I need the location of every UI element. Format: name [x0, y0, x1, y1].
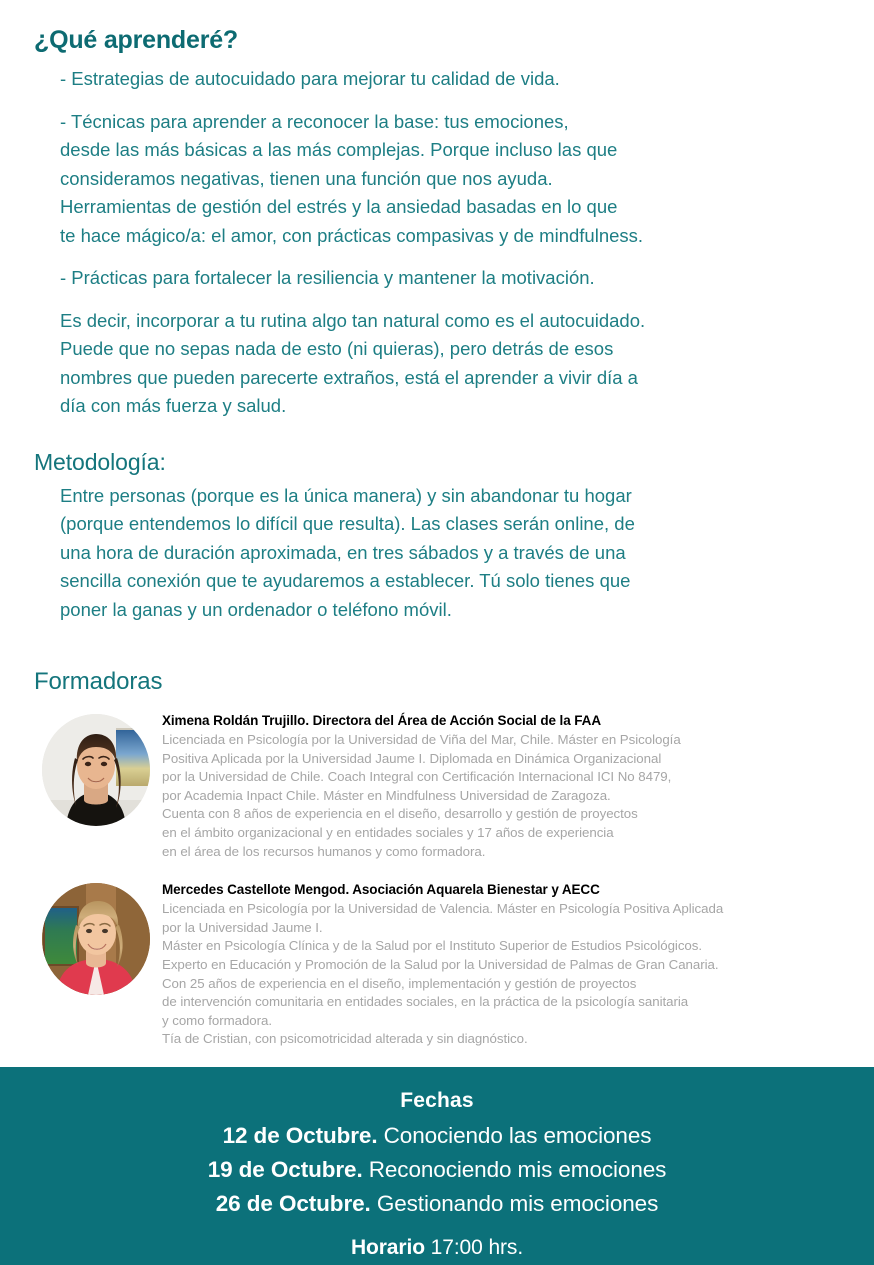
- spacer-before-formadoras: [34, 638, 844, 668]
- learn-bullet-3: - Prácticas para fortalecer la resiliencia y mantener la motivación.: [60, 267, 595, 288]
- footer-schedule-value: 17:00 hrs.: [424, 1235, 524, 1259]
- footer-date-label: 19 de Octubre.: [207, 1156, 363, 1182]
- trainer-card: [34, 710, 844, 861]
- learn-bullet-1: - Estrategias de autocuidado para mejorar tu calidad de vida.: [60, 68, 560, 89]
- bio-line: de intervención comunitaria en entidades sociales, en la práctica de la psicología sanitaria: [162, 994, 689, 1010]
- section-title-formadoras: Formadoras: [34, 668, 163, 695]
- metodologia-line-5: poner la ganas y un ordenador o teléfono móvil.: [60, 598, 452, 620]
- trainer-name: Mercedes Castellote Mengod. Asociación Aquarela Bienestar y AECC: [162, 882, 600, 898]
- avatar-container: [34, 879, 158, 995]
- bio-line: Licenciada en Psicología por la Universidad de Viña del Mar, Chile. Máster en Psicología: [162, 732, 681, 747]
- bio-line: Licenciada en Psicología por la Universidad de Valencia. Máster en Psicología Positiva Aplicada: [162, 901, 724, 917]
- bio-line: en el área de los recursos humanos y como formadora.: [162, 843, 486, 859]
- metodologia-paragraph: [34, 482, 844, 625]
- learn-closing-line-4: día con más fuerza y salud.: [60, 395, 287, 416]
- footer-date-row: [0, 1119, 874, 1153]
- footer-schedule-label: Horario: [350, 1235, 425, 1259]
- learn-bullet-2-line-2: desde las más básicas a las más complejas. Porque incluso las que: [60, 139, 618, 160]
- bio-line: por Academia Inpact Chile. Máster en Mindfulness Universidad de Zaragoza.: [162, 787, 611, 803]
- footer-dates-band: [0, 1067, 874, 1265]
- bio-line: Cuenta con 8 años de experiencia en el diseño, desarrollo y gestión de proyectos: [162, 806, 638, 822]
- mercedes-avatar: [42, 883, 150, 995]
- learn-closing-line-3: nombres que pueden parecerte extraños, está el aprender a vivir día a: [60, 366, 638, 388]
- footer-date-topic: Gestionando mis emociones: [370, 1190, 659, 1216]
- learn-bullet-2-line-3: consideramos negativas, tienen una función que nos ayuda.: [60, 167, 553, 189]
- footer-date-topic: Reconociendo mis emociones: [362, 1156, 667, 1182]
- trainer-text: [158, 710, 844, 861]
- bio-line: por la Universidad de Chile. Coach Integral con Certificación Internacional ICI No 8479,: [162, 769, 672, 785]
- footer-date-row: [0, 1153, 874, 1187]
- footer-date-row: [0, 1187, 874, 1221]
- bio-line: Con 25 años de experiencia en el diseño, implementación y gestión de proyectos: [162, 975, 637, 991]
- bio-line: por la Universidad Jaume I.: [162, 919, 323, 935]
- bio-line: Experto en Educación y Promoción de la Salud por la Universidad de Palmas de Gran Canaria.: [162, 956, 719, 972]
- trainer-text: [158, 879, 844, 1049]
- learn-bullet-2: [34, 108, 844, 251]
- learn-bullet-2-line-4: Herramientas de gestión del estrés y la ansiedad basadas en lo que: [60, 196, 618, 217]
- bio-line: Máster en Psicología Clínica y de la Salud por el Instituto Superior de Estudios Psicológicos.: [162, 938, 703, 954]
- metodologia-line-2: (porque entendemos lo difícil que resulta). Las clases serán online, de: [60, 513, 635, 534]
- learn-closing-line-1: Es decir, incorporar a tu rutina algo tan natural como es el autocuidado.: [60, 309, 646, 331]
- footer-date-label: 26 de Octubre.: [215, 1190, 371, 1216]
- section-title-metodologia: Metodología:: [34, 448, 166, 475]
- learn-bullet-2-line-1: - Técnicas para aprender a reconocer la base: tus emociones,: [60, 110, 569, 132]
- avatar-container: [34, 710, 158, 826]
- trainer-name: Ximena Roldán Trujillo. Directora del Área de Acción Social de la FAA: [162, 713, 601, 728]
- learn-closing-paragraph: [34, 307, 844, 421]
- trainer-bio: [162, 731, 844, 861]
- bio-line: en el ámbito organizacional y en entidades sociales y 17 años de experiencia: [162, 824, 614, 840]
- learn-closing-line-2: Puede que no sepas nada de esto (ni quieras), pero detrás de esos: [60, 338, 614, 359]
- footer-title-fechas: Fechas: [400, 1088, 474, 1112]
- footer-schedule-row: [0, 1231, 874, 1265]
- bio-line: y como formadora.: [162, 1012, 272, 1028]
- ximena-avatar: [42, 714, 150, 826]
- metodologia-line-3: una hora de duración aproximada, en tres sábados y a través de una: [60, 541, 626, 563]
- spacer-before-metodologia: [34, 435, 844, 449]
- trainer-card: [34, 879, 844, 1049]
- bio-line: Tía de Cristian, con psicomotricidad alterada y sin diagnóstico.: [162, 1031, 528, 1047]
- page-title-que-aprendere: ¿Qué aprenderé?: [34, 26, 238, 54]
- footer-date-label: 12 de Octubre.: [222, 1122, 378, 1148]
- metodologia-line-4: sencilla conexión que te ayudaremos a establecer. Tú solo tienes que: [60, 570, 631, 591]
- learn-bullet-2-line-5: te hace mágico/a: el amor, con prácticas compasivas y de mindfulness.: [60, 224, 644, 246]
- bio-line: Positiva Aplicada por la Universidad Jaume I. Diplomada en Dinámica Organizacional: [162, 750, 662, 766]
- metodologia-line-1: Entre personas (porque es la única manera) y sin abandonar tu hogar: [60, 484, 632, 506]
- trainer-bio: [162, 900, 844, 1049]
- footer-date-topic: Conociendo las emociones: [377, 1122, 652, 1148]
